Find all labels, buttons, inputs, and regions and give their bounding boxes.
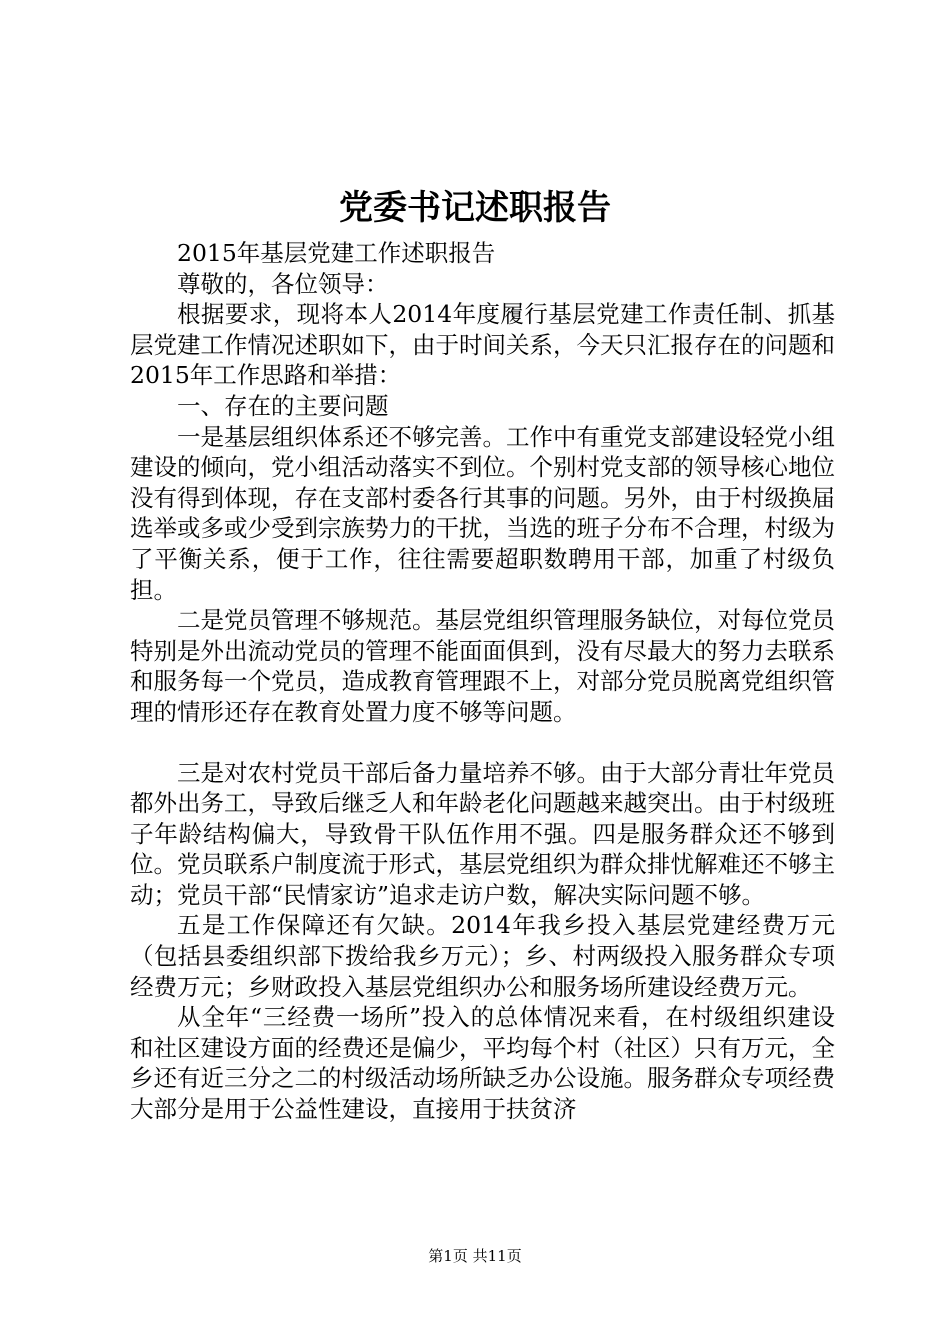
body-paragraph: 从全年“三经费一场所”投入的总体情况来看，在村级组织建设和社区建设方面的经费还是偏少，平均每个村（社区）只有万元，全乡还有近三分之二的村级活动场所缺乏办公设施。服务群众专项经费大部分是用于公益性建设，直接用于扶贫济 <box>130 1003 835 1124</box>
page-title: 党委书记述职报告 <box>339 188 611 228</box>
intro-paragraph: 根据要求，现将本人2014年度履行基层党建工作责任制、抓基层党建工作情况述职如下，由于时间关系，今天只汇报存在的问题和2015年工作思路和举措： <box>130 300 835 390</box>
body-paragraph: 三是对农村党员干部后备力量培养不够。由于大部分青壮年党员都外出务工，导致后继乏人和年龄老化问题越来越突出。由于村级班子年龄结构偏大，导致骨干队伍作用不强。四是服务群众还不够到位。党员联系户制度流于形式，基层党组织为群众排忧解难还不够主动；党员干部“民情家访”追求走访户数，解决实际问题不够。 <box>130 758 835 909</box>
document-body <box>130 238 835 1125</box>
page-number-footer: 第1页 共11页 <box>428 1247 522 1265</box>
body-paragraph: 五是工作保障还有欠缺。2014年我乡投入基层党建经费万元（包括县委组织部下拨给我乡万元）；乡、村两级投入服务群众专项经费万元；乡财政投入基层党组织办公和服务场所建设经费万元。 <box>130 911 835 1001</box>
body-paragraph: 一是基层组织体系还不够完善。工作中有重党支部建设轻党小组建设的倾向，党小组活动落实不到位。个别村党支部的领导核心地位没有得到体现，存在支部村委各行其事的问题。另外，由于村级换届选举或多或少受到宗族势力的干扰，当选的班子分布不合理，村级为了平衡关系，便于工作，往往需要超职数聘用干部，加重了村级负担。 <box>130 422 835 604</box>
report-subtitle: 2015年基层党建工作述职报告 <box>177 239 496 267</box>
salutation: 尊敬的，各位领导： <box>177 269 389 298</box>
body-paragraph: 二是党员管理不够规范。基层党组织管理服务缺位，对每位党员特别是外出流动党员的管理不能面面俱到，没有尽最大的努力去联系和服务每一个党员，造成教育管理跟不上，对部分党员脱离党组织管理的情形还存在教育处置力度不够等问题。 <box>130 606 835 726</box>
section-heading: 一、存在的主要问题 <box>177 391 389 420</box>
